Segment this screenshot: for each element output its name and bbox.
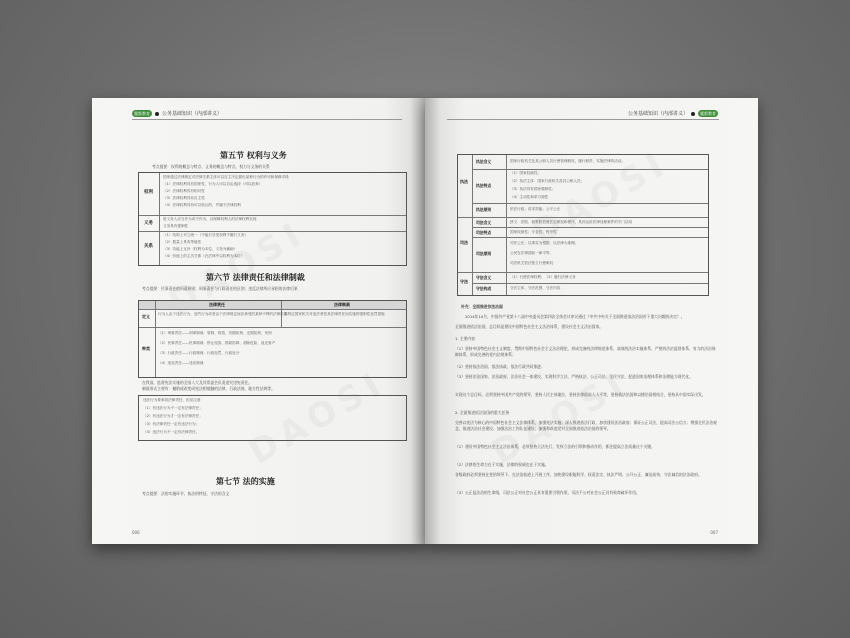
book-gutter [410, 98, 440, 544]
group-label: 执法 [460, 179, 468, 184]
page-number: 007 [710, 530, 718, 535]
left-page: 题都教育 公务基础知识（内部讲义） 第五节 权利与义务 考点提要：权利的概念与特点、义务的概念与特点、权力与义务的关系 权利 国家通过法律规定对法律关系主体可以自主决定做出某种行为的许可和保障手段 （1）法律权利具有国家性，行为人可以自由选择（可以放弃） （2）法律权利具有相对性 （3）法律权利具有自主性 （4）法律权利具有可以转让的，并属于法律权利 义务 是义务人应当作为或不作为，以保障权利人的法律权利实现 义务具有强制性 关系 （1）结构上对立统一（不能只享受权利不履行义务） （2）数量上具有等值性 （3）功能上互补（权利为本位，义务为辅助） （4）价值上的主次关系（在法律中以权利为本位） 第六节 法律责任和法律制裁 考点提要：民事责任的归责原则；刑事责任与行政责任的区别；违反法律所应承担的法律后果 法律责任 法律制裁 定义 行为人由于违法行为、违约行为或者由于法律规定而应承受的某种不利的法律后果 由特定国家机关对违法者依其法律责任而实施的强制性惩罚措施 种类 （1）刑事责任——刑事制裁：管制、拘役、有期徒刑、无期徒刑、死刑 （2）民事责任——民事制裁：停止侵害、排除妨碍、消除危险、返还财产 （3）行政责任——行政制裁：行政处罚、行政处分 （4）违宪责任——违宪制裁 在我国，监督宪法实施的全国人大及其常委会负责追究违宪责任。 制裁形式主要有：撤销或改变同宪法相抵触的法律、行政法规、地方性法规等。 违法行为要承担法律责任，但应注意： （1）有违法行为不一定有法律责任； （2）有违法行为才一定有法律责任； （3）有法律责任一定有违法行为； （4）违法行为不一定有法律责任。 第七节 法的实施 考点提要：法的实施环节、执法的特征、守法的含义 006 [92, 98, 425, 544]
column-header: 法律制裁 [334, 302, 350, 307]
section-title: 第五节 权利与义务 [220, 151, 287, 160]
row-label: 定义 [142, 314, 150, 319]
open-book [92, 98, 758, 544]
section-note: 考点提要：法的实施环节、执法的特征、守法的含义 [142, 491, 230, 496]
law-implementation-table: 执法 司法 守法 执法含义 国家行政机关及其公职人员行使管理职权、履行职责、实施法律的活动。 执法特点 （1）国家权威性； （2）执法主体：国家行政机关及其公职人员； （3）执法具有国家强制性； （4）主动性和单方面性 执法原则 依法行政；讲求效能；公平公正 司法含义 狭义：法院、检察院依照法定职权和程序，具体运用法律处理案件的专门活动 司法特点 国家权威性；专业性；程序性 司法原则 司法公正；以事实为根据、以法律为准绳； 公民在法律面前一律平等； 司法机关依法独立行使职权 守法含义 （1）行使法律权利；（2）履行法律义务 守法构成 守法主体、守法范围、守法内容 [457, 154, 709, 296]
row-label: 种类 [142, 346, 150, 351]
legal-liability-table: 法律责任 法律制裁 定义 行为人由于违法行为、违约行为或者由于法律规定而应承受的某种不利的法律后果 由特定国家机关对违法者依其法律责任而实施的强制性惩罚措施 种类 （1）刑事责任——刑事制裁：管制、拘役、有期徒刑、无期徒刑、死刑 （2）民事责任——民事制裁：停止侵害、排除妨碍、消除危险、返还财产 （3）行政责任——行政制裁：行政处罚、行政处分 （4）违宪责任——违宪制裁 [138, 300, 407, 378]
brand-logo: 题都教育 [700, 110, 716, 116]
column-header: 法律责任 [209, 302, 225, 307]
page-number: 006 [132, 530, 140, 535]
group-label: 司法 [460, 240, 468, 245]
rights-duties-table: 权利 国家通过法律规定对法律关系主体可以自主决定做出某种行为的许可和保障手段 （1）法律权利具有国家性，行为人可以自由选择（可以放弃） （2）法律权利具有相对性 （3）法律权利具有自主性 （4）法律权利具有可以转让的，并属于法律权利 义务 是义务人应当作为或不作为，以保障权利人的法律权利实现 义务具有强制性 关系 （1）结构上对立统一（不能只享受权利不履行义务） （2）数量上具有等值性 （3）功能上互补（权利为本位，义务为辅助） （4）价值上的主次关系（在法律中以权利为本位） [138, 172, 407, 266]
header-title: 公务基础知识（内部讲义） [627, 111, 688, 117]
section-note: 考点提要：权利的概念与特点、义务的概念与特点、权力与义务的关系 [152, 164, 270, 169]
note-box: 违法行为要承担法律责任，但应注意： （1）有违法行为不一定有法律责任； （2）有违法行为才一定有法律责任； （3）有法律责任一定有违法行为； （4）违法行为不一定有法律责任。 [138, 395, 407, 441]
row-label: 义务 [144, 221, 153, 226]
row-label: 权利 [144, 190, 153, 195]
bullet-icon [691, 112, 695, 116]
supplement-title: 补充：全面推进依法治国 [461, 304, 503, 309]
section-note: 考点提要：民事责任的归责原则；刑事责任与行政责任的区别；违反法律所应承担的法律后果 [142, 286, 298, 291]
bullet-icon [155, 112, 159, 116]
section-title: 第七节 法的实施 [216, 477, 275, 486]
right-page: 公务基础知识（内部讲义） 题都教育 执法 司法 守法 执法含义 国家行政机关及其公职人员行使管理职权、履行职责、实施法律的活动。 执法特点 （1）国家权威性； （2）执法主体：国家行政机关及其公职人员； （3）执法具有国家强制性； （4）主动性和单方面性 执法原则 依法行政；讲求效能；公平公正 司法含义 狭义：法院、检察院依照法定职权和程序，具体运用法律处理案件的专门活动 司法特点 国家权威性；专业性；程序性 司法原则 司法公正；以事实为根据、以法律为准绳； 公民在法律面前一律平等； 司法机关依法独立行使职权 守法含义 （1）行使法律权利；（2）履行法律义务 守法构成 守法主体、守法范围、守法内容 补充：全面推进依法治国 2014年10月，中国共产党第十八届中央委员会第四次全体会议审议通过《中共中央关于全面推进依法治国若干重大问题的决定》。 全面推进依法治国，总目标是建设中国特色社会主义法治体系，建设社会主义法治国家。 1. 主要内容 （1）坚持中国特色社会主义制度，贯彻中国特色社会主义法治理论，形成完备的法律规范体系、高效的法治实施体系、严密的法治监督体系、有力的法治保障体系，形成完善的党内法规体系； （2）坚持依法治国、依法执政、依法行政共同推进； （3）坚持法治国家、法治政府、法治社会一体建设，实现科学立法、严格执法、公正司法、全民守法，促进国家治理体系和治理能力现代化。 实现这个总目标，必须坚持中国共产党的领导，坚持人民主体地位，坚持法律面前人人平等，坚持依法治国和以德治国相结合，坚持从中国实际出发。 2. 全面推进依法治国的重大任务 完善以宪法为核心的中国特色社会主义法律体系，加强宪法实施；深入推进依法行政，加快建设法治政府；保证公正司法，提高司法公信力；增强全民法治观念，推进法治社会建设；加强法治工作队伍建设；加强和改进党对全面推进依法治国的领导。 （1）建设中国特色社会主义法治体系，必须坚持立法先行，发挥立法的引领和推动作用，抓住提高立法质量这个关键。 （2）法律的生命力在于实施，法律的权威也在于实施。 各级政府必须坚持在党的领导下、在法治轨道上开展工作，加快建设职能科学、权责法定、执法严明、公开公正、廉洁高效、守法诚信的法治政府。 （3）公正是法治的生命线，司法公正对社会公正具有重要引领作用，司法不公对社会公正具有致命破坏作用。 007 [425, 98, 758, 544]
row-label: 关系 [144, 244, 153, 249]
header-title: 公务基础知识（内部讲义） [162, 111, 223, 117]
left-header [132, 110, 222, 117]
right-header [628, 110, 718, 117]
group-label: 守法 [460, 279, 468, 284]
header-rule [132, 119, 402, 120]
section-title: 第六节 法律责任和法律制裁 [206, 273, 305, 282]
header-rule [447, 119, 719, 120]
brand-logo: 题都教育 [134, 110, 150, 116]
